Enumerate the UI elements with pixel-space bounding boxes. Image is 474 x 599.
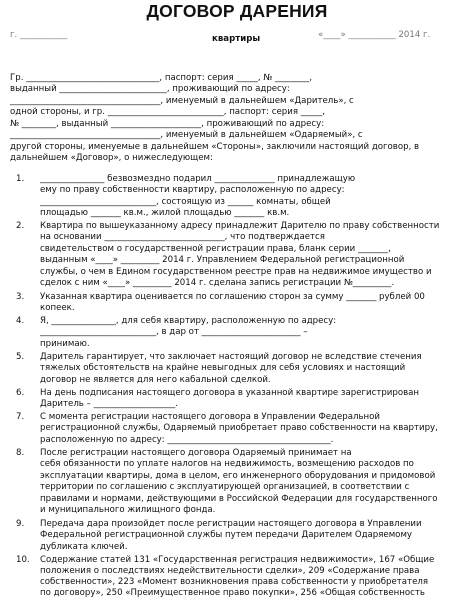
place-field: г. ___________	[10, 30, 68, 40]
clause-line: ему по праву собственности квартиру, расположенную по адресу:	[40, 185, 345, 195]
clause-line: дубликата ключей.	[40, 542, 128, 552]
clause-line: Федеральной регистрационной службы путем передачи Дарителем Одаряемому	[40, 530, 413, 540]
preamble-line: Гр. _______________________________, паспорт: серия _____, № ________,	[10, 73, 313, 83]
clause-line: договор не является для него кабальной сделкой.	[40, 375, 271, 385]
clause-line: и муниципального жилищного фонда.	[40, 505, 216, 515]
clause-line: собственности», 223 «Момент возникновения права собственности у приобретателя	[40, 577, 429, 587]
clause-line: копеек.	[40, 303, 75, 313]
clause-number: 4.	[16, 316, 25, 326]
preamble-line: ___________________________________, именуемый в дальнейшем «Даритель», с	[10, 96, 354, 106]
clause-line: ___________________________, в дар от _______________________ –	[40, 327, 308, 337]
preamble-line: одной стороны, и гр. ___________________________, паспорт: серия _____,	[10, 107, 325, 117]
clause-line: После регистрации настоящего договора Одаряемый принимает на	[40, 448, 352, 458]
clause-line: себя обязанности по уплате налогов на недвижимость, возмещению расходов по	[40, 459, 414, 469]
clause-line: по договору», 250 «Преимущественное право покупки», 256 «Общая собственность	[40, 588, 425, 598]
clause-number: 8.	[16, 448, 25, 458]
clause-line: тяжелых обстоятельств на крайне невыгодных для себя условиях и настоящий	[40, 363, 406, 373]
clause-line: площадью _______ кв.м., жилой площадью _______ кв.м.	[40, 208, 290, 218]
clause-line: свидетельством о государственной регистрации права, бланк серии _______,	[40, 244, 391, 254]
clause-line: принимаю.	[40, 339, 90, 349]
clause-line: С момента регистрации настоящего договора в Управлении Федеральной	[40, 412, 380, 422]
clause-line: выданным «____» _________ 2014 г. Управлением Федеральной регистрационной	[40, 255, 405, 265]
clause-line: территории по соглашению с эксплуатирующей организацией, в соответствии с	[40, 482, 410, 492]
clause-number: 7.	[16, 412, 25, 422]
clause-line: регистрационной службы, Одаряемый приобретает право собственности на квартиру,	[40, 423, 438, 433]
clause-line: На день подписания настоящего договора в указанной квартире зарегистрирован	[40, 388, 420, 398]
clause-line: Передача дара произойдет после регистрации настоящего договора в Управлении	[40, 519, 422, 529]
clause-line: положения о последствиях недействительности сделки», 209 «Содержание права	[40, 566, 420, 576]
preamble-line: другой стороны, именуемые в дальнейшем «Стороны», заключили настоящий договор, в	[10, 142, 420, 152]
clause-line: эксплуатации квартиры, дома в целом, его инженерного оборудования и придомовой	[40, 471, 436, 481]
date-field: «____» ___________ 2014 г.	[318, 30, 431, 40]
clause-line: Даритель – ___________________.	[40, 399, 179, 409]
clause-line: Квартира по вышеуказанному адресу принадлежит Дарителю по праву собственности	[40, 221, 440, 231]
clause-line: ___________________________, состоящую из ______ комнаты, общей	[40, 197, 331, 207]
clause-number: 6.	[16, 388, 25, 398]
clause-line: службы, о чем в Едином государственном реестре прав на недвижимое имущество и	[40, 267, 432, 277]
clause-number: 9.	[16, 519, 25, 529]
preamble-line: выданный _________________________, проживающий по адресу:	[10, 84, 290, 94]
clause-line: Указанная квартира оценивается по соглашению сторон за сумму _______ рублей 00	[40, 292, 425, 302]
document-title: ДОГОВОР ДАРЕНИЯ	[146, 1, 328, 21]
clause-line: Я, _______________, для себя квартиру, расположенную по адресу:	[40, 316, 337, 326]
clause-line: _______________ безвозмездно подарил ______________ принадлежащую	[40, 174, 356, 184]
clause-number: 1.	[16, 174, 25, 184]
clause-line: расположенную по адресу: ______________________________________.	[40, 435, 334, 445]
clause-number: 5.	[16, 352, 25, 362]
clause-line: сделок с ним «____» _________ 2014 г. сделана запись регистрации №_________.	[40, 278, 395, 288]
clause-line: на основании ____________________________, что подтверждается	[40, 232, 325, 242]
clause-number: 2.	[16, 221, 25, 231]
clause-line: правилами и нормами, действующими в Российской Федерации для государственного	[40, 494, 438, 504]
preamble-line: № ________, выданный _____________________, проживающий по адресу:	[10, 119, 325, 129]
preamble-line: дальнейшем «Договор», о нижеследующем:	[10, 153, 213, 163]
clause-line: Содержание статей 131 «Государственная регистрация недвижимости», 167 «Общие	[40, 555, 435, 565]
document-subtitle: квартиры	[212, 34, 261, 44]
clause-number: 3.	[16, 292, 25, 302]
clause-number: 10.	[16, 555, 30, 565]
preamble-line: ___________________________________, именуемый в дальнейшем «Одаряемый», с	[10, 130, 363, 140]
clause-line: Даритель гарантирует, что заключает настоящий договор не вследствие стечения	[40, 352, 422, 362]
